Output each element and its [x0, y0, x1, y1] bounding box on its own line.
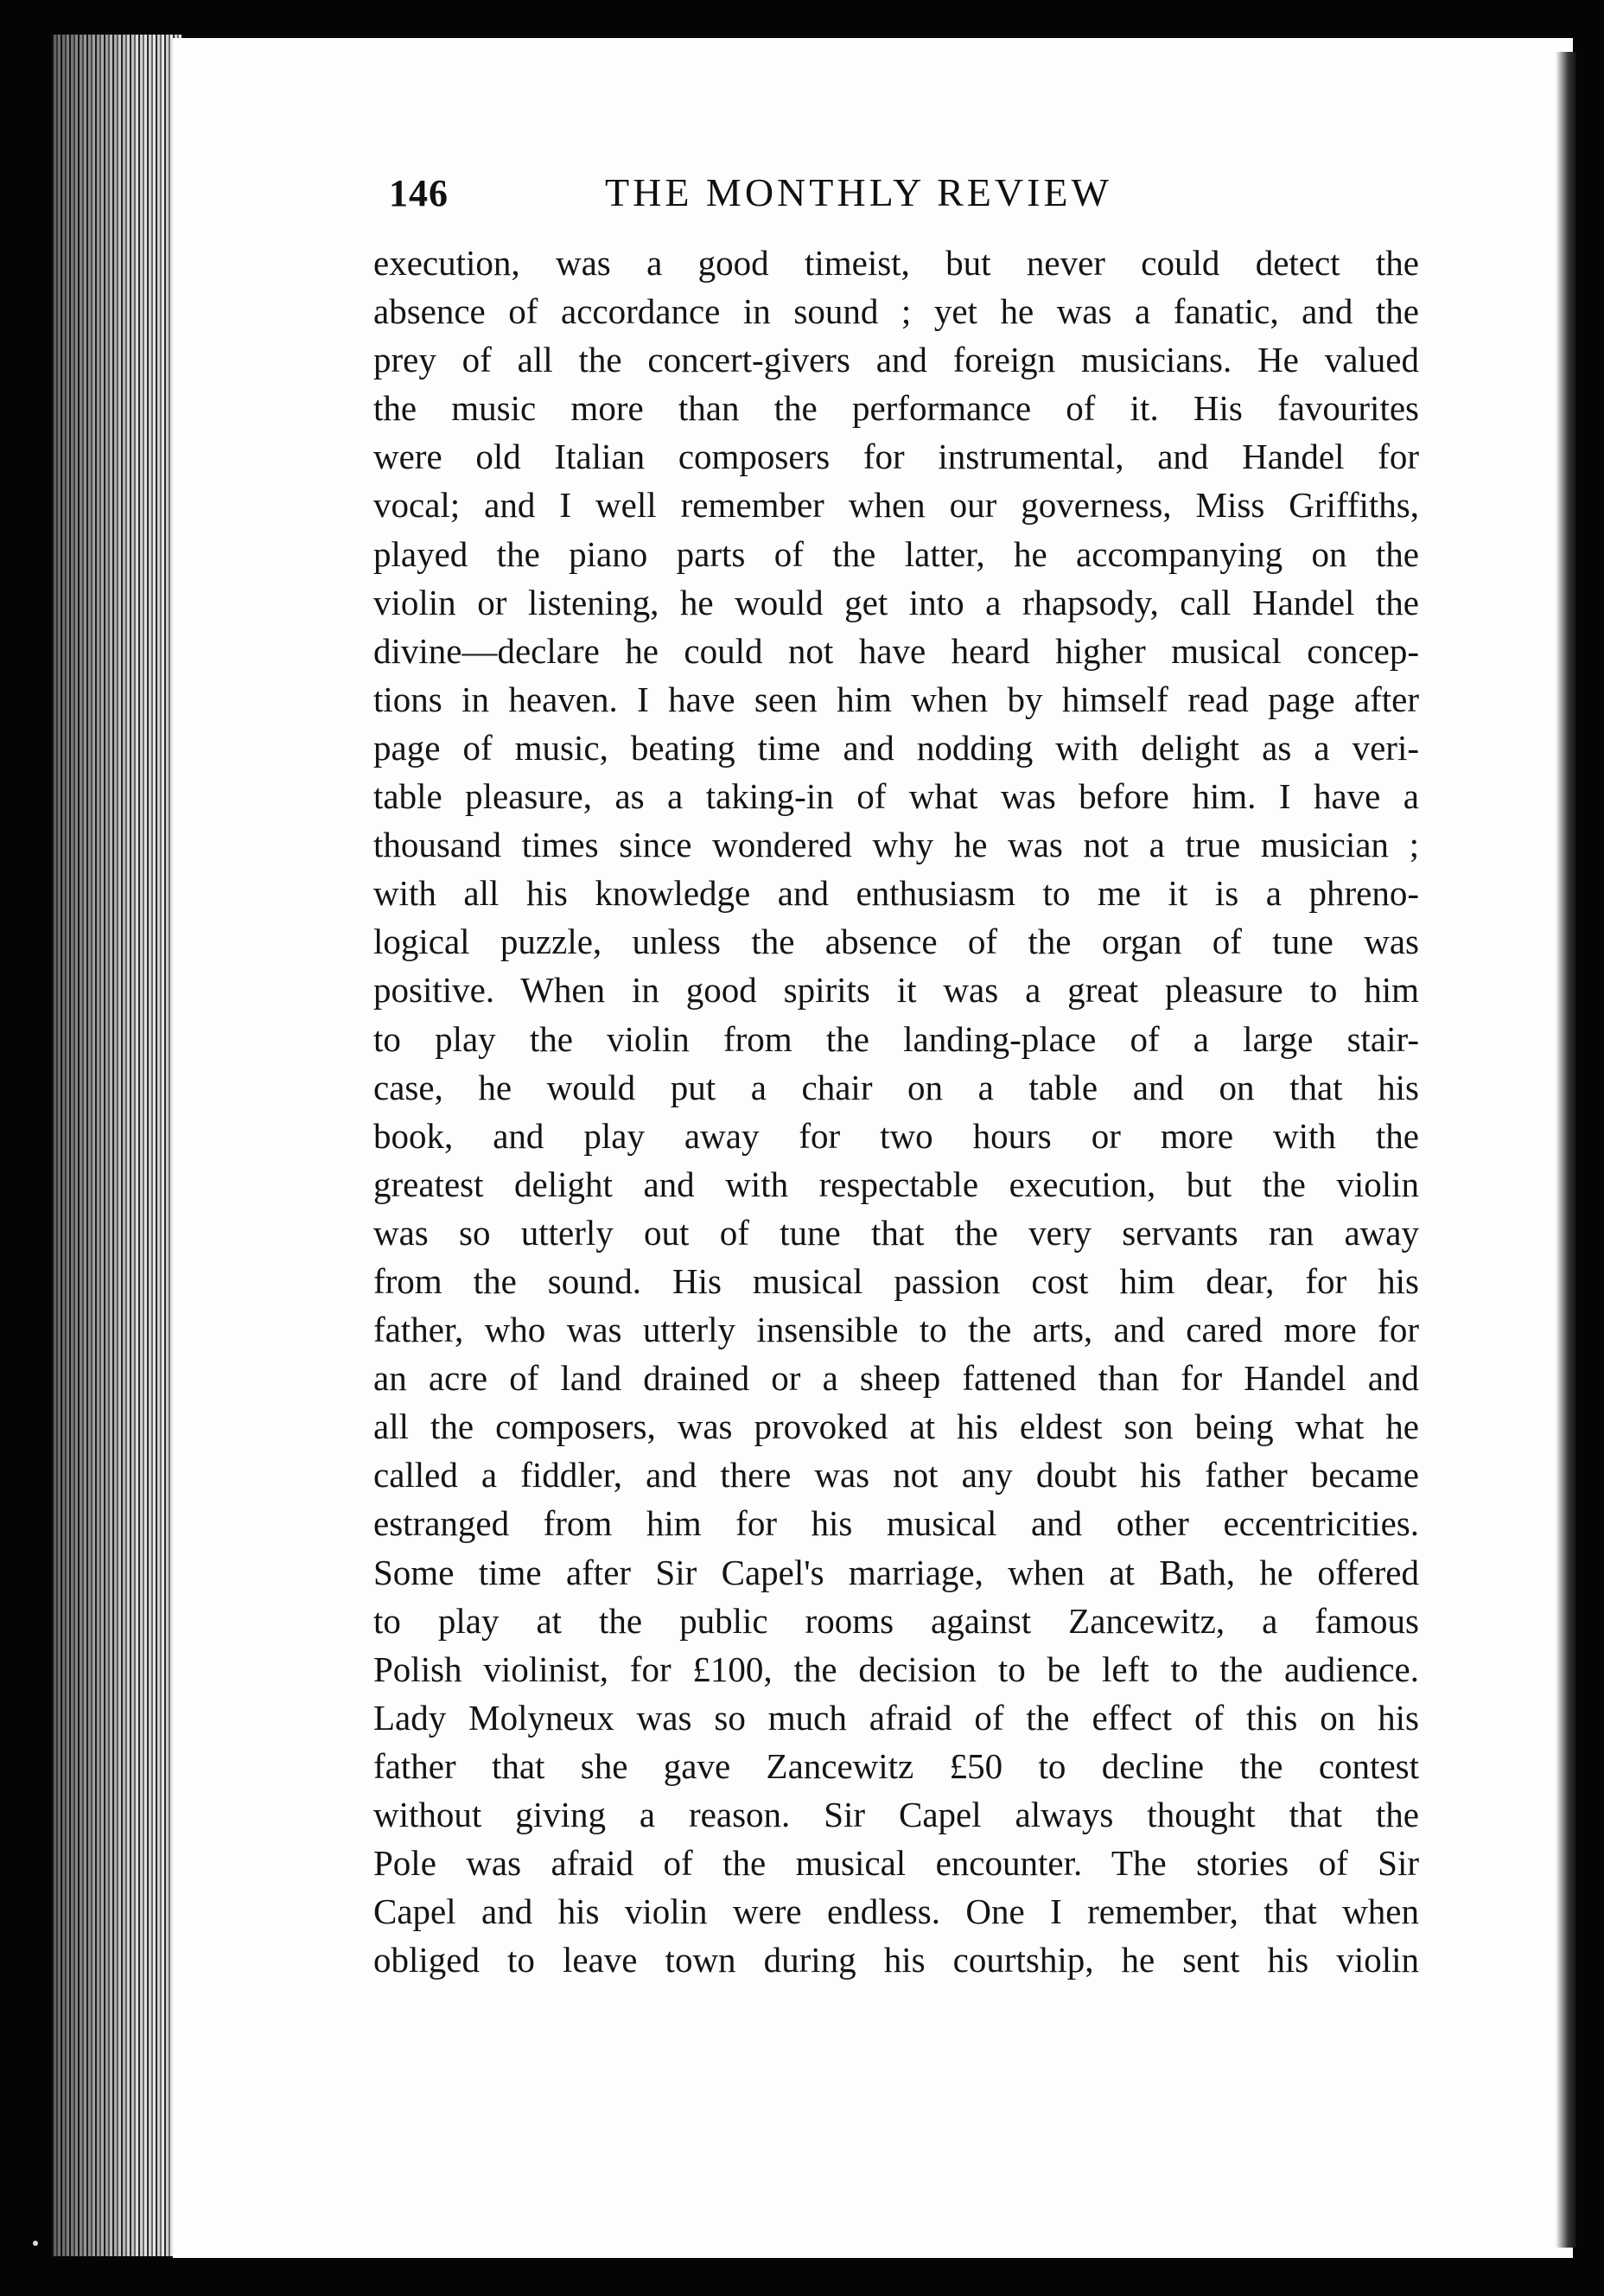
- body-text: [373, 239, 1419, 1984]
- text-line: to play at the public rooms against Zancewitz, a famous: [373, 1600, 1419, 1641]
- scan-speck: [33, 2241, 38, 2246]
- text-line: tions in heaven. I have seen him when by himself read page after: [373, 679, 1419, 719]
- text-line: Capel and his violin were endless. One I remember, that when: [373, 1891, 1419, 1932]
- text-line: greatest delight and with respectable execution, but the violin: [373, 1164, 1419, 1204]
- text-line: logical puzzle, unless the absence of the organ of tune was: [373, 922, 1419, 962]
- text-line: Polish violinist, for £100, the decision to be left to the audience.: [373, 1649, 1419, 1689]
- text-line: case, he would put a chair on a table and on that his: [373, 1067, 1419, 1107]
- text-line: all the composers, was provoked at his eldest son being what he: [373, 1406, 1419, 1447]
- text-line: father that she gave Zancewitz £50 to decline the contest: [373, 1745, 1419, 1786]
- text-line: an acre of land drained or a sheep fattened than for Handel and: [373, 1358, 1419, 1399]
- text-line: vocal; and I well remember when our governess, Miss Griffiths,: [373, 485, 1419, 526]
- text-line: positive. When in good spirits it was a great pleasure to him: [373, 970, 1419, 1011]
- gutter-shadow: [1556, 52, 1576, 2248]
- text-line: the music more than the performance of it. His favourites: [373, 388, 1419, 429]
- text-line: execution, was a good timeist, but never could detect the: [373, 243, 1419, 283]
- text-line: Pole was afraid of the musical encounter. The stories of Sir: [373, 1843, 1419, 1884]
- text-line: prey of all the concert-givers and foreign musicians. He valued: [373, 340, 1419, 380]
- text-line: father, who was utterly insensible to the arts, and cared more for: [373, 1310, 1419, 1350]
- text-line: called a fiddler, and there was not any doubt his father became: [373, 1455, 1419, 1496]
- text-line: without giving a reason. Sir Capel always thought that the: [373, 1795, 1419, 1834]
- book-page-edges: [52, 35, 181, 2256]
- text-line: were old Italian composers for instrumental, and Handel for: [373, 437, 1419, 477]
- text-line: table pleasure, as a taking-in of what was before him. I have a: [373, 776, 1419, 817]
- text-line: was so utterly out of tune that the very servants ran away: [373, 1212, 1419, 1253]
- text-line: Lady Molyneux was so much afraid of the effect of this on his: [373, 1697, 1419, 1738]
- text-line: book, and play away for two hours or more with the: [373, 1115, 1419, 1156]
- text-line: played the piano parts of the latter, he accompanying on the: [373, 533, 1419, 574]
- text-line: absence of accordance in sound ; yet he was a fanatic, and the: [373, 291, 1419, 332]
- text-line: to play the violin from the landing-place of a large stair-: [373, 1018, 1419, 1059]
- text-line: thousand times since wondered why he was not a true musician ;: [373, 825, 1419, 865]
- running-title: THE MONTHLY REVIEW: [605, 170, 1112, 214]
- text-line: violin or listening, he would get into a rhapsody, call Handel the: [373, 582, 1419, 622]
- running-header: [389, 169, 1253, 230]
- text-line: from the sound. His musical passion cost him dear, for his: [373, 1260, 1419, 1301]
- text-line: divine—declare he could not have heard higher musical concep-: [373, 630, 1419, 671]
- text-line: Some time after Sir Capel's marriage, when at Bath, he offered: [373, 1552, 1419, 1592]
- page-number: 146: [389, 172, 449, 214]
- text-line: estranged from him for his musical and other eccentricities.: [373, 1503, 1419, 1544]
- text-line: page of music, beating time and nodding with delight as a veri-: [373, 727, 1419, 768]
- text-line: obliged to leave town during his courtship, he sent his violin: [373, 1940, 1419, 1980]
- text-line: with all his knowledge and enthusiasm to me it is a phreno-: [373, 873, 1419, 914]
